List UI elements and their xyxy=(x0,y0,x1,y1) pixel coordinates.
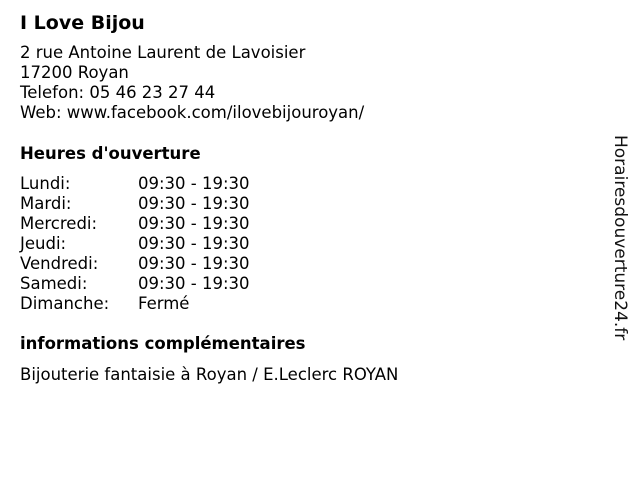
day-label: Mardi: xyxy=(20,194,72,213)
hours-row xyxy=(20,274,250,294)
day-label: Lundi: xyxy=(20,174,71,193)
day-label: Jeudi: xyxy=(20,234,67,253)
time-value: Fermé xyxy=(138,294,190,313)
phone-number: Telefon: 05 46 23 27 44 xyxy=(20,83,216,102)
hours-row xyxy=(20,174,250,194)
site-watermark: Horairesdouverture24.fr xyxy=(610,135,630,341)
address-city: 17200 Royan xyxy=(20,63,129,82)
time-value: 09:30 - 19:30 xyxy=(138,274,250,293)
info-text: Bijouterie fantaisie à Royan / E.Leclerc ROYAN xyxy=(20,365,399,384)
time-value: 09:30 - 19:30 xyxy=(138,214,250,233)
time-value: 09:30 - 19:30 xyxy=(138,174,250,193)
time-value: 09:30 - 19:30 xyxy=(138,234,250,253)
hours-heading: Heures d'ouverture xyxy=(20,144,201,163)
address-street: 2 rue Antoine Laurent de Lavoisier xyxy=(20,43,306,62)
hours-row xyxy=(20,254,250,274)
business-name: I Love Bijou xyxy=(20,12,145,34)
day-label: Mercredi: xyxy=(20,214,98,233)
day-label: Vendredi: xyxy=(20,254,99,273)
hours-row xyxy=(20,194,250,214)
website-link: Web: www.facebook.com/ilovebijouroyan/ xyxy=(20,103,365,122)
time-value: 09:30 - 19:30 xyxy=(138,254,250,273)
hours-table xyxy=(20,174,250,314)
time-value: 09:30 - 19:30 xyxy=(138,194,250,213)
hours-row xyxy=(20,214,250,234)
day-label: Samedi: xyxy=(20,274,88,293)
hours-row xyxy=(20,234,250,254)
business-contact xyxy=(20,43,364,123)
hours-row xyxy=(20,294,250,314)
day-label: Dimanche: xyxy=(20,294,110,313)
info-heading: informations complémentaires xyxy=(20,334,306,353)
